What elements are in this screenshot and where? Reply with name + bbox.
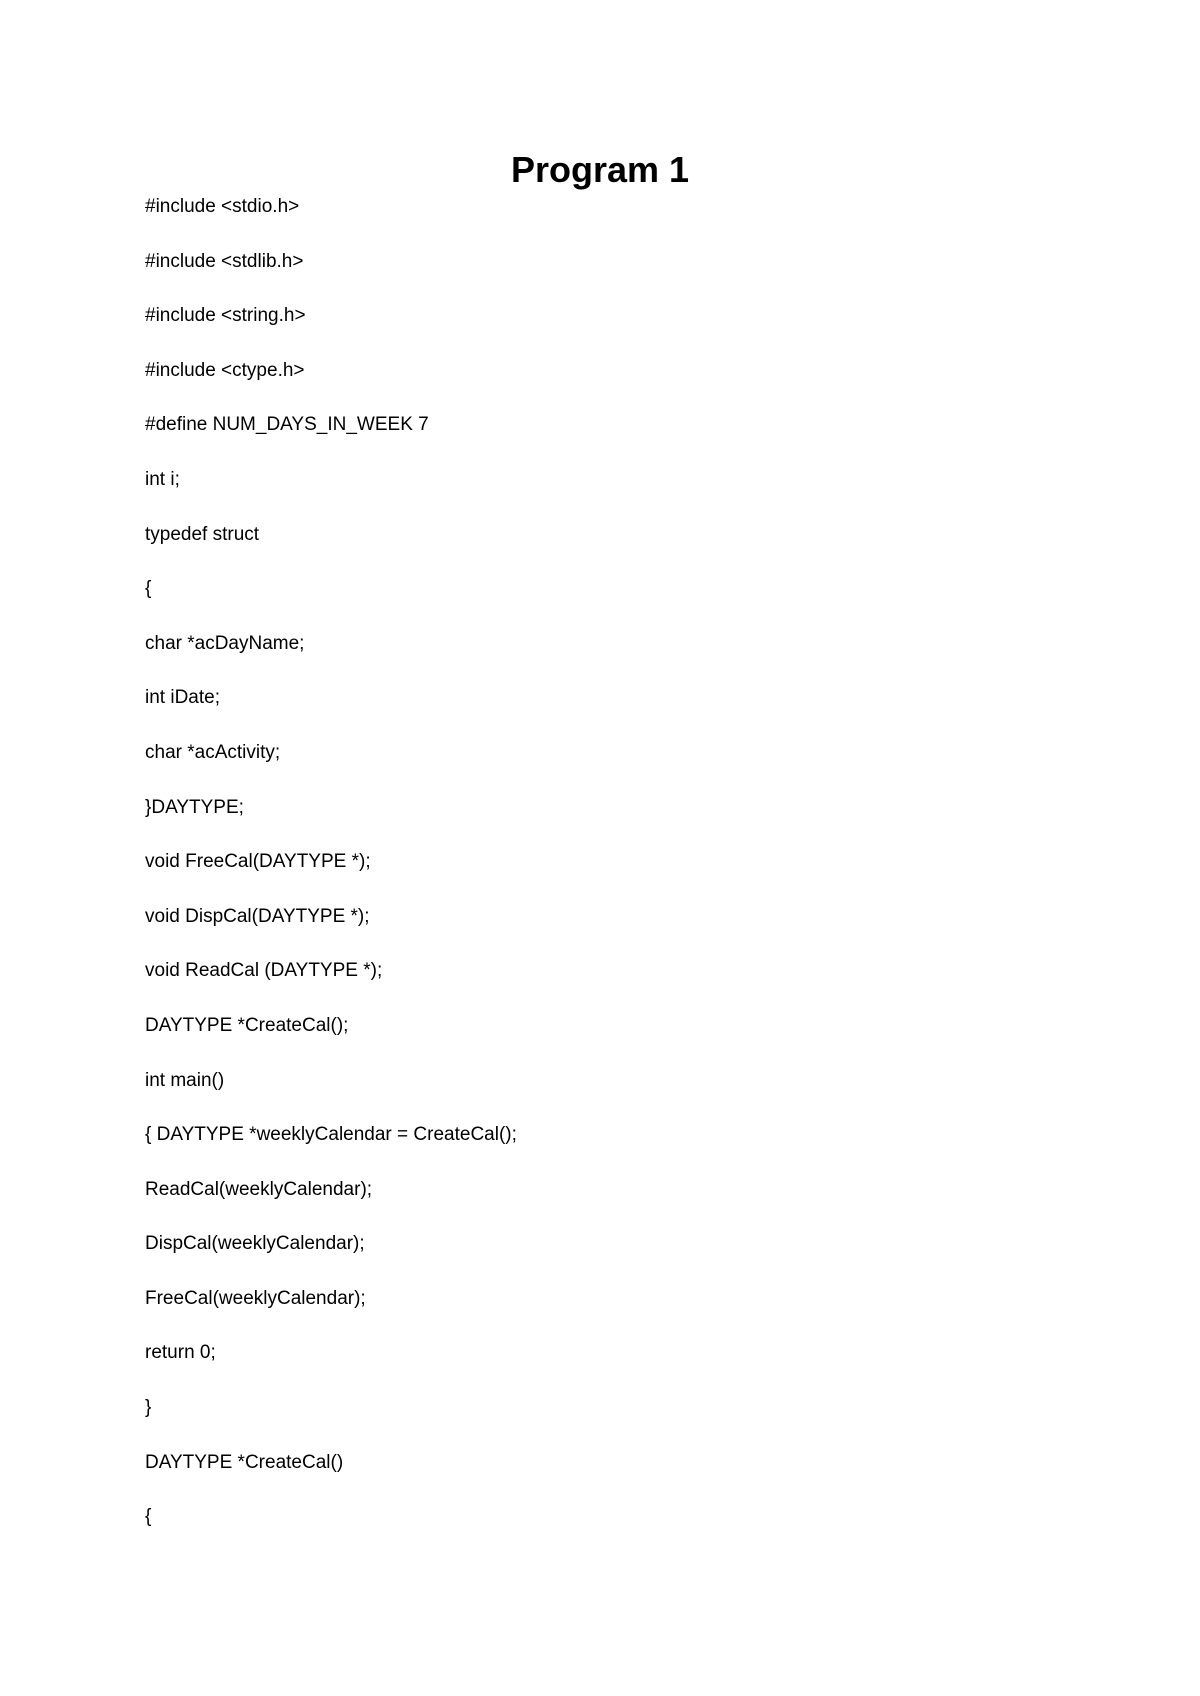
- code-line: { DAYTYPE *weeklyCalendar = CreateCal();: [145, 1124, 517, 1146]
- code-line: #define NUM_DAYS_IN_WEEK 7: [145, 414, 429, 436]
- code-line: #include <stdlib.h>: [145, 250, 304, 272]
- code-line: FreeCal(weeklyCalendar);: [145, 1287, 366, 1309]
- code-line: int iDate;: [145, 687, 220, 709]
- code-line: {: [145, 578, 152, 600]
- code-listing: [145, 195, 517, 1560]
- code-line: #include <ctype.h>: [145, 359, 305, 381]
- code-line: void ReadCal (DAYTYPE *);: [145, 960, 383, 982]
- code-line: int i;: [145, 468, 180, 490]
- code-line: {: [145, 1506, 152, 1528]
- code-line: #include <stdio.h>: [145, 196, 300, 217]
- code-line: void DispCal(DAYTYPE *);: [145, 905, 370, 927]
- code-line: #include <string.h>: [145, 305, 306, 327]
- code-line: DAYTYPE *CreateCal();: [145, 1014, 349, 1036]
- code-line: void FreeCal(DAYTYPE *);: [145, 851, 371, 873]
- code-line: return 0;: [145, 1342, 216, 1364]
- code-line: int main(): [145, 1069, 225, 1091]
- code-line: typedef struct: [145, 523, 260, 545]
- code-line: char *acDayName;: [145, 632, 305, 654]
- code-line: char *acActivity;: [145, 741, 281, 763]
- code-line: }: [145, 1397, 152, 1419]
- code-line: DispCal(weeklyCalendar);: [145, 1233, 365, 1255]
- code-line: }DAYTYPE;: [145, 796, 244, 818]
- code-line: DAYTYPE *CreateCal(): [145, 1451, 344, 1473]
- page-title: Program 1: [510, 149, 690, 190]
- code-line: ReadCal(weeklyCalendar);: [145, 1178, 373, 1200]
